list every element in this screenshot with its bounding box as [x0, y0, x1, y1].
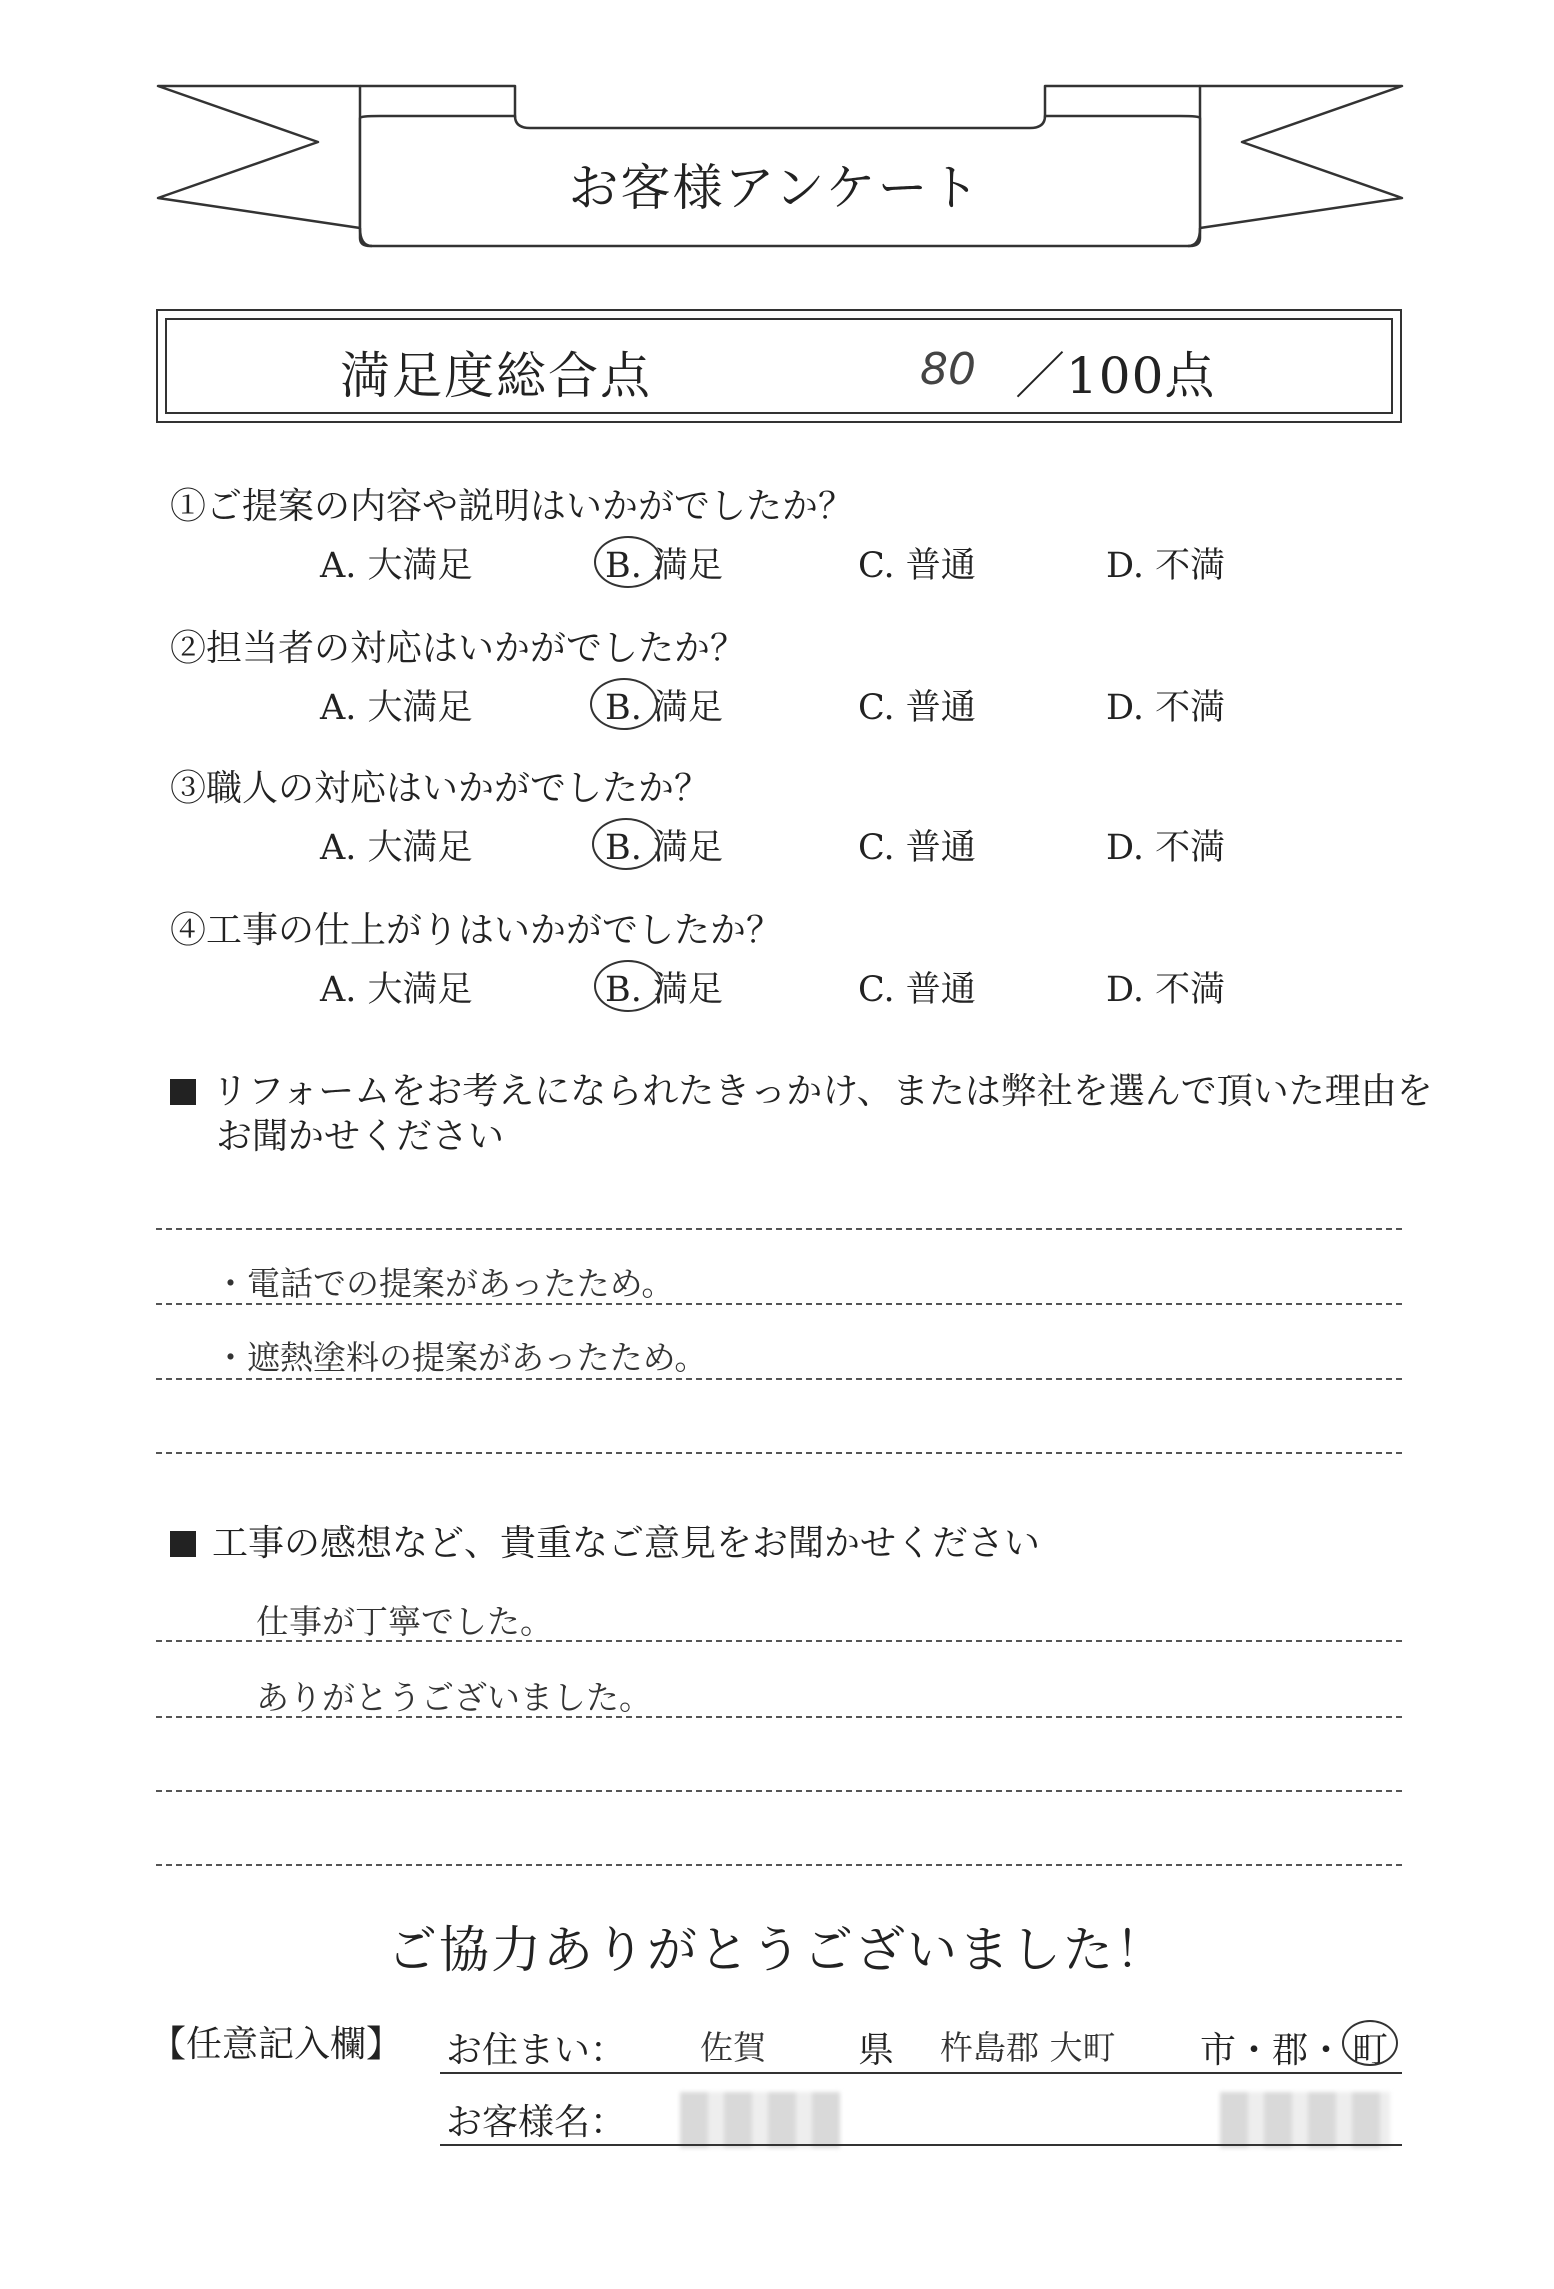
- question-3-option-a[interactable]: A. 大満足: [320, 828, 473, 868]
- question-3-selected-circle: [592, 818, 660, 870]
- city-type-selected-circle: [1342, 2020, 1398, 2066]
- prefecture-value[interactable]: 佐賀: [700, 2028, 766, 2067]
- feedback-section-title: 工事の感想など、貴重なご意見をお聞かせください: [170, 1520, 1040, 1568]
- answer-line: [156, 1864, 1402, 1866]
- score-label: 満足度総合点: [340, 347, 652, 405]
- question-1-option-b[interactable]: B. 満足: [605, 546, 723, 586]
- question-3-text: ③職人の対応はいかがでしたか？: [170, 768, 711, 809]
- bullet-square-icon: [170, 1079, 196, 1105]
- score-max: ／100点: [1015, 347, 1216, 405]
- question-4-option-a[interactable]: A. 大満足: [320, 970, 473, 1010]
- question-2-selected-circle: [590, 678, 658, 730]
- bullet-square-icon: [170, 1531, 196, 1557]
- answer-line: [156, 1228, 1402, 1230]
- answer-line: [156, 1452, 1402, 1454]
- question-4-selected-circle: [594, 960, 662, 1012]
- optional-section-label: 【任意記入欄】: [150, 2024, 403, 2065]
- question-4-text: ④工事の仕上がりはいかがでしたか？: [170, 910, 783, 951]
- city-type-options: 市・郡・: [1200, 2030, 1345, 2071]
- address-underline: [440, 2072, 1402, 2074]
- question-1-text: ①ご提案の内容や説明はいかがでしたか？: [170, 486, 855, 527]
- question-2-text: ②担当者の対応はいかがでしたか？: [170, 628, 747, 669]
- redacted-name-right: [1220, 2092, 1390, 2148]
- feedback-answer-2[interactable]: ありがとうございました。: [256, 1678, 652, 1717]
- customer-name-underline: [440, 2144, 1402, 2146]
- question-2-option-a[interactable]: A. 大満足: [320, 688, 473, 728]
- reason-answer-1[interactable]: ・電話での提案があったため。: [214, 1264, 675, 1303]
- address-label: お住まい：: [446, 2030, 627, 2071]
- district-value[interactable]: 杵島郡 大町: [940, 2028, 1116, 2067]
- question-1-option-d[interactable]: D. 不満: [1106, 546, 1226, 586]
- question-1-option-c[interactable]: C. 普通: [858, 546, 976, 586]
- question-1-selected-circle: [594, 536, 662, 588]
- city-type-selected[interactable]: 町: [1352, 2030, 1389, 2071]
- question-4-option-b[interactable]: B. 満足: [605, 970, 723, 1010]
- score-value[interactable]: 80: [920, 344, 976, 395]
- answer-line: [156, 1790, 1402, 1792]
- question-4-option-d[interactable]: D. 不満: [1106, 970, 1226, 1010]
- question-1-option-a[interactable]: A. 大満足: [320, 546, 473, 586]
- reason-section-title-cont: お聞かせください: [216, 1116, 505, 1157]
- prefecture-suffix: 県: [858, 2030, 895, 2071]
- survey-title: お客様アンケート: [568, 159, 982, 217]
- thanks-message: ご協力ありがとうございました！: [387, 1921, 1167, 1979]
- question-2-option-c[interactable]: C. 普通: [858, 688, 976, 728]
- reason-section-title: リフォームをお考えになられたきっかけ、または弊社を選んで頂いた理由を: [170, 1068, 1433, 1116]
- question-4-option-c[interactable]: C. 普通: [858, 970, 976, 1010]
- question-3-option-d[interactable]: D. 不満: [1106, 828, 1226, 868]
- redacted-name-left: [680, 2092, 840, 2148]
- question-2-option-b[interactable]: B. 満足: [605, 688, 723, 728]
- feedback-answer-1[interactable]: 仕事が丁寧でした。: [256, 1602, 553, 1641]
- customer-name-label: お客様名：: [446, 2102, 627, 2143]
- question-3-option-c[interactable]: C. 普通: [858, 828, 976, 868]
- question-2-option-d[interactable]: D. 不満: [1106, 688, 1226, 728]
- question-3-option-b[interactable]: B. 満足: [605, 828, 723, 868]
- reason-answer-2[interactable]: ・遮熱塗料の提案があったため。: [214, 1338, 708, 1377]
